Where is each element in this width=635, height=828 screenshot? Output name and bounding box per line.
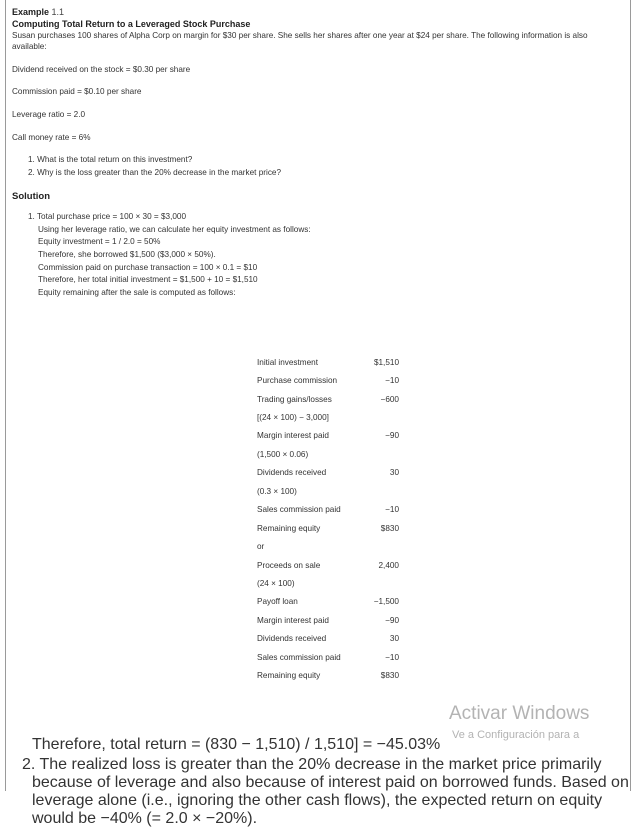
solution-line: Therefore, her total initial investment = $1,500 + 10 = $1,510	[38, 275, 258, 285]
table-label: Purchase commission	[257, 376, 338, 386]
table-row	[257, 630, 399, 648]
solution-line: Equity investment = 1 / 2.0 = 50%	[38, 237, 161, 247]
example-label-text: Example	[12, 7, 50, 17]
question-1: 1. What is the total return on this investment?	[28, 155, 193, 165]
table-amount	[369, 482, 399, 500]
example-intro: Susan purchases 100 shares of Alpha Corp on margin for $30 per share. She sells her shares after one year at $24 per share. The following information is also available:	[12, 31, 588, 52]
table-amount: −10	[385, 376, 399, 386]
table-label: Dividends received	[257, 634, 327, 644]
activation-watermark-subtitle: Ve a Configuración para a	[452, 729, 580, 741]
example-label	[12, 7, 624, 19]
solution-line: Commission paid on purchase transaction = 100 × 0.1 = $10	[38, 262, 258, 272]
activation-watermark-title: Activar Windows	[449, 703, 590, 724]
table-row	[257, 408, 399, 426]
table-amount: 2,400	[378, 560, 399, 570]
table-amount: $830	[380, 523, 399, 533]
table-label: Payoff loan	[257, 597, 298, 607]
table-label: Margin interest paid	[257, 431, 329, 441]
table-label: (0.3 × 100)	[257, 486, 297, 496]
solution-line: Equity remaining after the sale is computed as follows:	[38, 287, 236, 297]
solution-line: Therefore, she borrowed $1,500 ($3,000 × 50%).	[38, 249, 216, 259]
table-label: Remaining equity	[257, 523, 321, 533]
solution-list	[28, 212, 624, 299]
table-amount	[369, 537, 399, 555]
table-amount: −90	[385, 431, 399, 441]
table-amount: −10	[385, 652, 399, 662]
table-amount	[369, 408, 399, 426]
table-row	[257, 482, 399, 500]
table-label: or	[257, 542, 265, 552]
table-label: [(24 × 100) − 3,000]	[257, 413, 329, 423]
table-amount: 30	[389, 634, 399, 644]
table-row	[257, 371, 399, 389]
fact-commission: Commission paid = $0.10 per share	[12, 87, 142, 97]
table-row	[257, 519, 399, 537]
table-amount: $830	[380, 671, 399, 681]
solution-item-1-head: 1. Total purchase price = 100 × 30 = $3,000	[28, 211, 187, 221]
table-amount	[369, 574, 399, 592]
fact-leverage: Leverage ratio = 2.0	[12, 110, 86, 119]
table-label: (24 × 100)	[257, 578, 295, 588]
table-label: Margin interest paid	[257, 615, 329, 625]
table-row	[257, 666, 399, 684]
table-row	[257, 556, 399, 574]
table-label: Proceeds on sale	[257, 560, 321, 570]
example-number: 1.1	[51, 7, 65, 17]
table-label: Sales commission paid	[257, 505, 341, 515]
table-amount: −10	[385, 505, 399, 515]
solution-conclusion	[22, 736, 632, 828]
table-amount: −90	[385, 615, 399, 625]
solution-heading: Solution	[12, 190, 50, 202]
table-row	[257, 501, 399, 519]
table-row	[257, 648, 399, 666]
solution-item-2: 2. The realized loss is greater than the 20% decrease in the market price primarily because of leverage and also because of interest paid on borrowed funds. Based on leverage alone (i.e., ignoring the other cash flows), the expected return on equity would be −40% (= 2.0 × −20%).	[22, 756, 629, 827]
table-amount	[369, 445, 399, 463]
table-label: Trading gains/losses	[257, 394, 332, 404]
question-list	[28, 155, 624, 178]
fact-call-money: Call money rate = 6%	[12, 132, 91, 142]
table-row	[257, 593, 399, 611]
table-row	[257, 353, 399, 371]
table-row	[257, 464, 399, 482]
example-title: Computing Total Return to a Leveraged Stock Purchase	[12, 18, 251, 29]
table-amount: −600	[380, 394, 399, 404]
table-label: (1,500 × 0.06)	[257, 449, 309, 459]
table-row	[257, 537, 399, 555]
solution-line: Using her leverage ratio, we can calculate her equity investment as follows:	[38, 224, 311, 234]
total-return-line: Therefore, total return = (830 − 1,510) / 1,510] = −45.03%	[32, 736, 441, 753]
table-row	[257, 427, 399, 445]
table-label: Initial investment	[257, 357, 318, 367]
table-row	[257, 445, 399, 463]
table-label: Sales commission paid	[257, 652, 341, 662]
solution-item-1-lines	[38, 225, 624, 299]
table-amount: 30	[389, 468, 399, 478]
equity-calculation-table	[257, 353, 399, 685]
table-label: Dividends received	[257, 468, 327, 478]
fact-dividend: Dividend received on the stock = $0.30 per share	[12, 64, 191, 74]
question-2: 2. Why is the loss greater than the 20% decrease in the market price?	[28, 167, 282, 177]
table-amount: −1,500	[373, 597, 399, 607]
table-row	[257, 574, 399, 592]
table-amount: $1,510	[373, 357, 399, 367]
example-content	[12, 7, 624, 299]
table-row	[257, 611, 399, 629]
table-label: Remaining equity	[257, 671, 321, 681]
table-row	[257, 390, 399, 408]
